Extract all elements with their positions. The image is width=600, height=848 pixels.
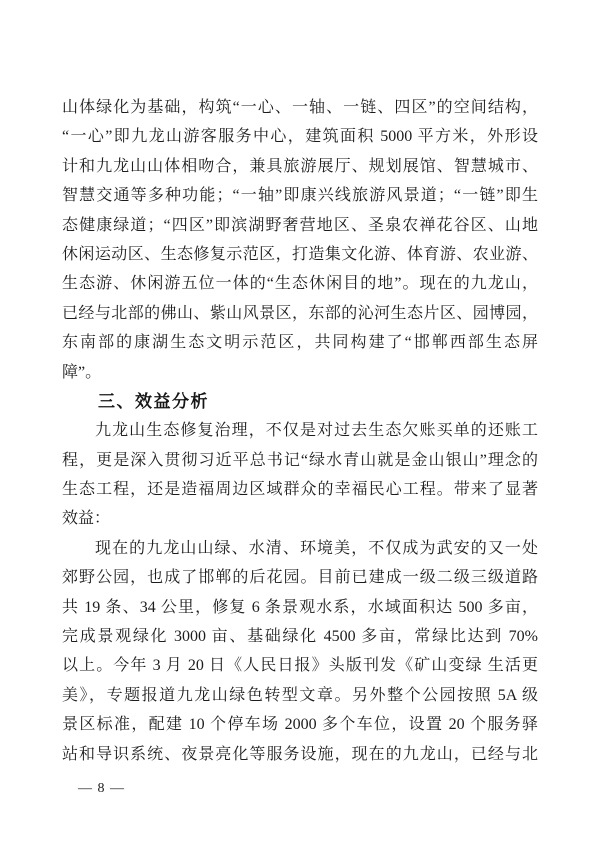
text-line: 郊野公园，也成了邯郸的后花园。目前已建成一级二级三级道路 xyxy=(62,569,538,587)
text-line: 美》，专题报道九龙山绿色转型文章。另外整个公园按照 5A 级 xyxy=(62,686,538,704)
text-line: 九龙山生态修复治理，不仅是对过去生态欠账买单的还账工 xyxy=(95,422,538,440)
text-line: 山体绿化为基础，构筑“一心、一轴、一链、四区”的空间结构， xyxy=(62,99,538,116)
text-line: 程，更是深入贯彻习近平总书记“绿水青山就是金山银山”理念的 xyxy=(62,451,538,469)
text-line: 智慧交通等多种功能；“一轴”即康兴线旅游风景道；“一链”即生 xyxy=(62,187,538,205)
text-line: 计和九龙山山体相吻合，兼具旅游展厅、规划展馆、智慧城市、 xyxy=(62,157,538,175)
text-line: “一心”即九龙山游客服务中心，建筑面积 5000 平方米，外形设 xyxy=(62,128,538,146)
text-line: 东南部的康湖生态文明示范区，共同构建了“邯郸西部生态屏 xyxy=(62,334,538,352)
section-heading: 三、效益分析 xyxy=(98,391,209,411)
text-line: 以上。今年 3 月 20 日《人民日报》头版刊发《矿山变绿 生活更 xyxy=(62,657,538,675)
text-line: 站和导识系统、夜景亮化等服务设施，现在的九龙山，已经与北 xyxy=(62,745,538,763)
text-line: 休闲运动区、生态修复示范区，打造集文化游、体育游、农业游、 xyxy=(62,245,538,263)
text-line: 完成景观绿化 3000 亩、基础绿化 4500 多亩，常绿比达到 70% xyxy=(62,628,538,646)
text-line: 效益： xyxy=(62,510,111,528)
text-line: 共 19 条、34 公里，修复 6 条景观水系，水域面积达 500 多亩， xyxy=(62,598,538,616)
text-line: 态健康绿道；“四区”即滨湖野奢营地区、圣泉农禅花谷区、山地 xyxy=(62,216,538,234)
text-block xyxy=(62,93,538,769)
text-line: 景区标准，配建 10 个停车场 2000 多个车位，设置 20 个服务驿 xyxy=(62,716,538,734)
page-number: — 8 — xyxy=(78,781,125,796)
text-line: 障”。 xyxy=(62,363,102,381)
text-line: 生态工程，还是造福周边区域群众的幸福民心工程。带来了显著 xyxy=(62,481,538,499)
text-line: 已经与北部的佛山、紫山风景区，东部的沁河生态片区、园博园， xyxy=(62,304,538,322)
text-line: 现在的九龙山山绿、水清、环境美，不仅成为武安的又一处 xyxy=(95,539,538,557)
text-line: 生态游、休闲游五位一体的“生态休闲目的地”。现在的九龙山， xyxy=(62,275,538,293)
